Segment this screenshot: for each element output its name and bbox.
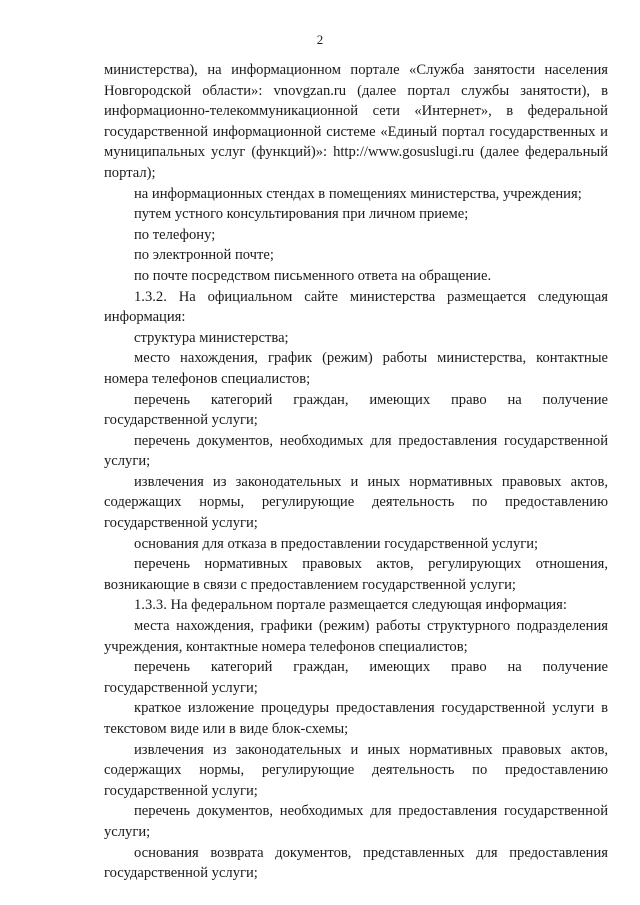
paragraph-legal-extracts-2: извлечения из законодательных и иных нормативных правовых актов, содержащих нормы, регулирующие деятельность по предоставлению государственной услуги; <box>104 741 608 799</box>
paragraph-procedure-summary: краткое изложение процедуры предоставления государственной услуги в текстовом виде или в виде блок-схемы; <box>104 700 608 737</box>
paragraph-documents-list: перечень документов, необходимых для предоставления государственной услуги; <box>104 432 608 470</box>
paragraph-by-post: по почте посредством письменного ответа на обращение. <box>134 267 492 284</box>
page-number: 2 <box>316 32 324 47</box>
paragraph-legal-extracts: извлечения из законодательных и иных нормативных правовых актов, содержащих нормы, регулирующие деятельность по предоставлению государственной услуги; <box>104 473 608 532</box>
paragraph-continuation: министерства), на информационном портале «Служба занятости населения Новгородской области»: vnovgzan.ru (далее портал службы занятости), в информационно-телекоммуникационной сети «Интернет», в федеральной государственной информационной системе «Единый портал государственных и муниципальных услуг (функций)»: http://www.gosuslugi.ru (далее федеральный портал); <box>104 62 608 181</box>
paragraph-oral-consulting: путем устного консультирования при личном приеме; <box>134 206 469 223</box>
paragraph-refusal-grounds: основания для отказа в предоставлении государственной услуги; <box>134 535 539 552</box>
paragraph-locations-schedules: места нахождения, графики (режим) работы структурного подразделения учреждения, контактные номера телефонов специалистов; <box>104 618 608 655</box>
document-body <box>104 60 608 884</box>
paragraph-by-email: по электронной почте; <box>134 247 274 264</box>
paragraph-citizen-categories-2: перечень категорий граждан, имеющих право на получение государственной услуги; <box>104 659 608 696</box>
paragraph-location-schedule: место нахождения, график (режим) работы министерства, контактные номера телефонов специалистов; <box>104 350 608 387</box>
paragraph-section-1-3-3: 1.3.3. На федеральном портале размещается следующая информация: <box>134 597 567 614</box>
paragraph-section-1-3-2: 1.3.2. На официальном сайте министерства размещается следующая информация: <box>104 288 608 326</box>
paragraph-citizen-categories: перечень категорий граждан, имеющих право на получение государственной услуги; <box>104 391 608 429</box>
paragraph-return-grounds: основания возврата документов, представленных для предоставления государственной услуги; <box>104 844 608 882</box>
paragraph-info-stands: на информационных стендах в помещениях министерства, учреждения; <box>134 185 582 202</box>
paragraph-documents-list-2: перечень документов, необходимых для предоставления государственной услуги; <box>104 803 608 840</box>
paragraph-regulatory-acts: перечень нормативных правовых актов, регулирующих отношения, возникающие в связи с предоставлением государственной услуги; <box>104 556 608 593</box>
paragraph-ministry-structure: структура министерства; <box>134 329 289 346</box>
paragraph-by-phone: по телефону; <box>134 226 216 243</box>
